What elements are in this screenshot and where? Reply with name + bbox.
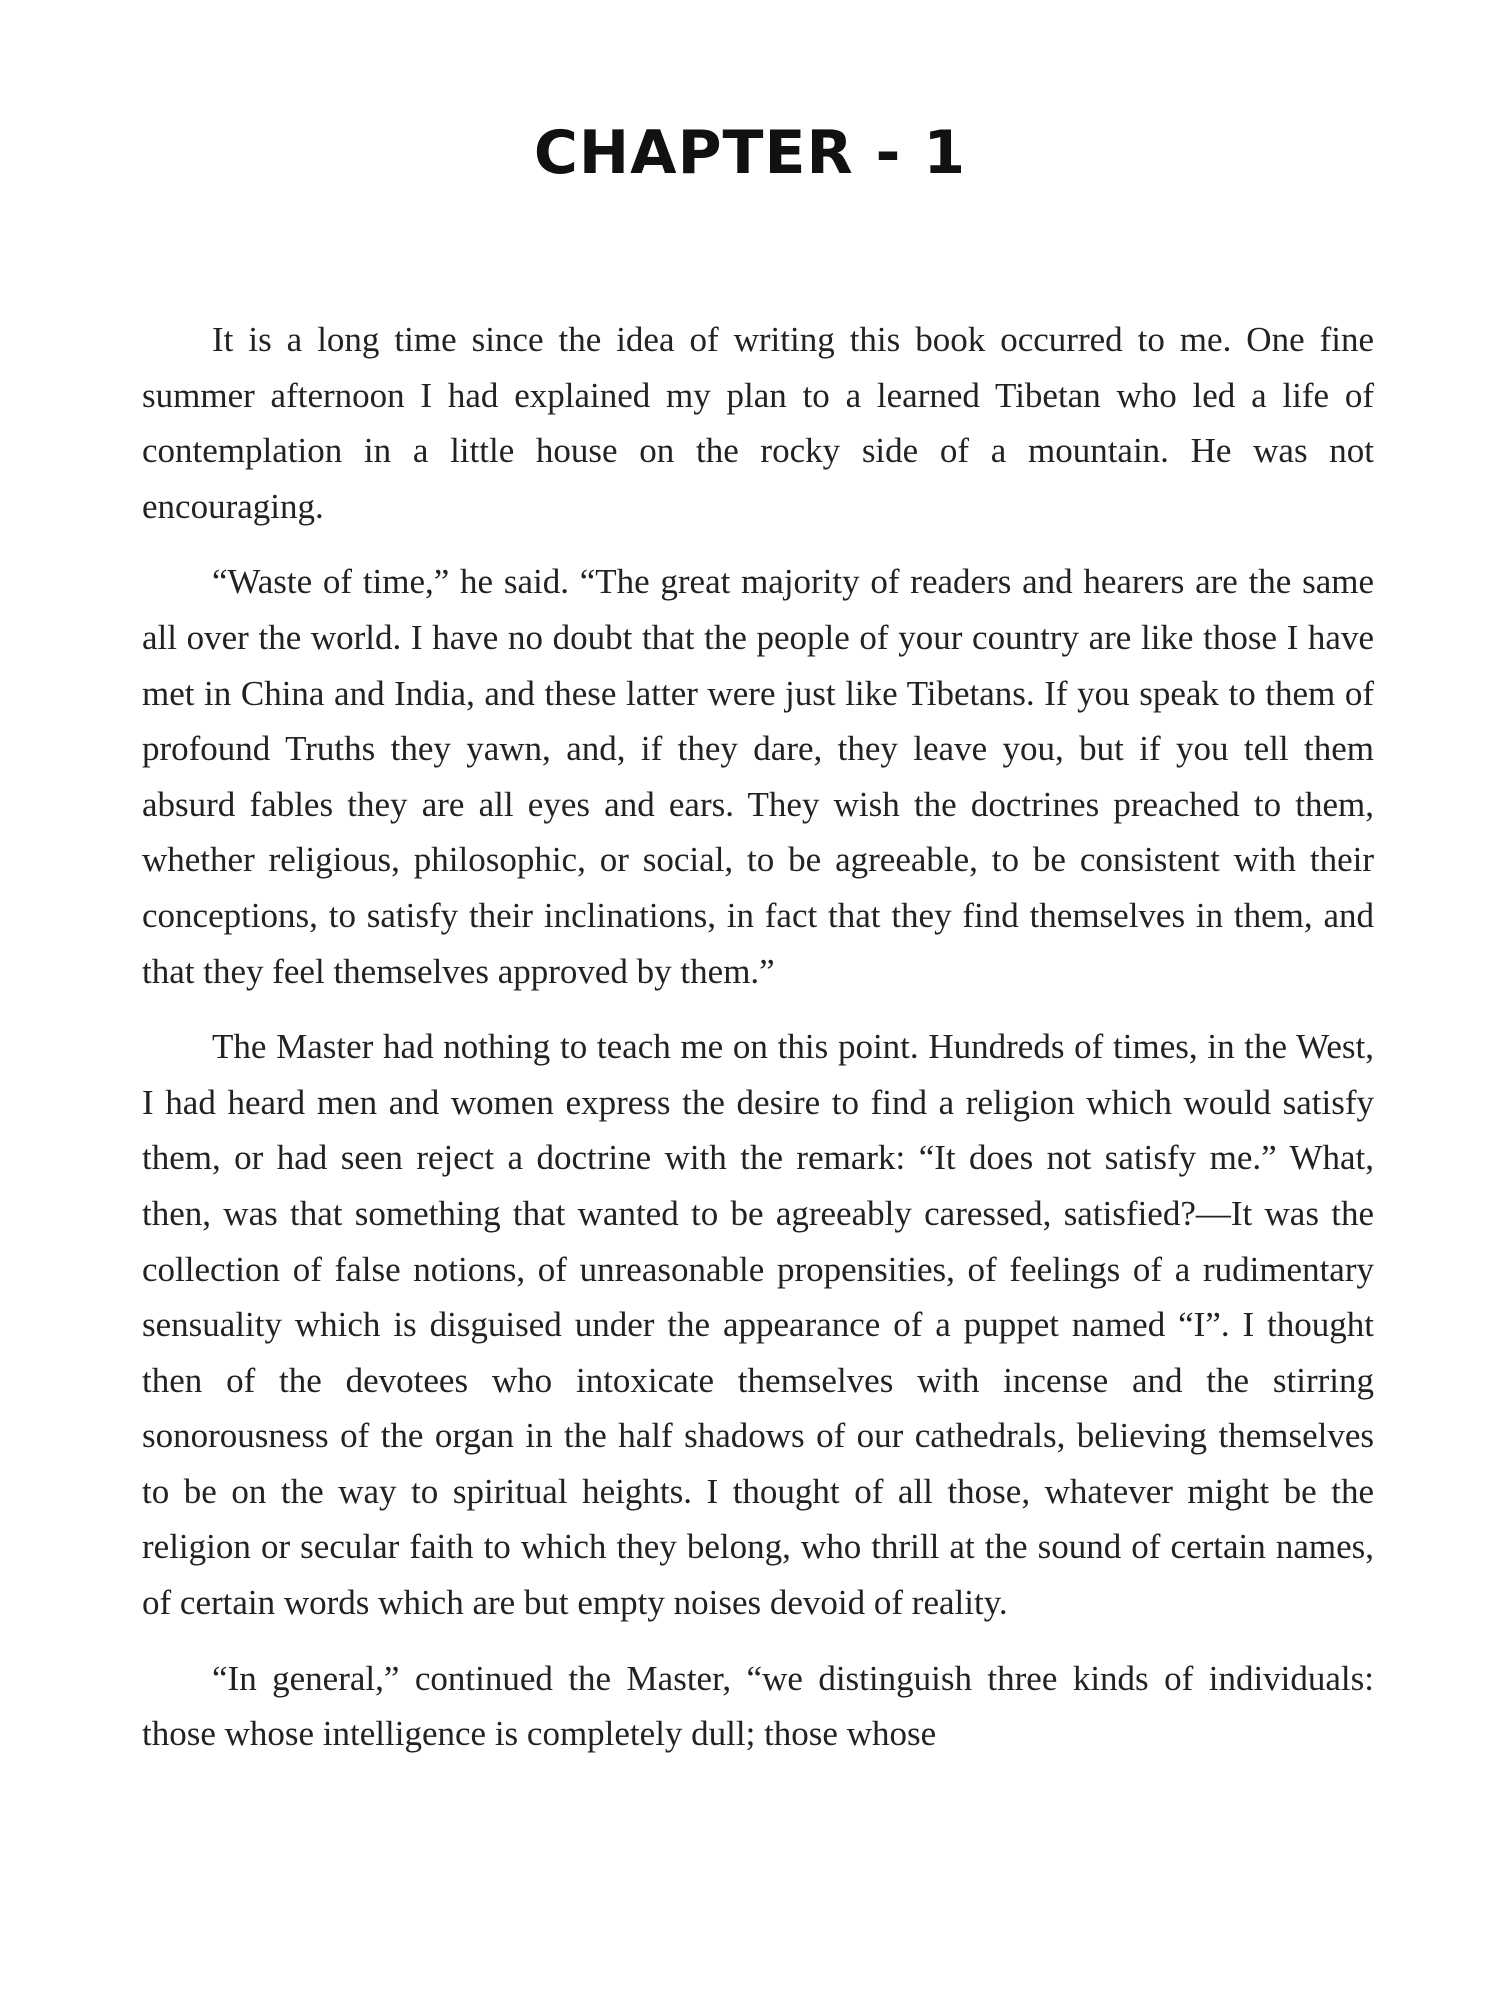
paragraph-1: It is a long time since the idea of writing this book occurred to me. One fine summer afternoon I had explained my plan to a learned Tibetan who led a life of contemplation in a little house on the rocky side of a mountain. He was not encouraging.	[142, 320, 1374, 526]
paragraph-2: “Waste of time,” he said. “The great majority of readers and hearers are the same all over the world. I have no doubt that the people of your country are like those I have met in China and India, and these latter were just like Tibetans. If you speak to them of profound Truths they yawn, and, if they dare, they leave you, but if you tell them absurd fables they are all eyes and ears. They wish the doctrines preached to them, whether religious, philosophic, or social, to be agreeable, to be consistent with their conceptions, to satisfy their inclinations, in fact that they find themselves in them, and that they feel themselves approved by them.”	[142, 562, 1374, 991]
paragraph-4: “In general,” continued the Master, “we distinguish three kinds of individuals: those whose intelligence is completely dull; those whose	[142, 1658, 1374, 1754]
chapter-body	[142, 312, 1374, 1782]
chapter-title: CHAPTER - 1	[533, 118, 967, 188]
paragraph-3: The Master had nothing to teach me on this point. Hundreds of times, in the West, I had heard men and women express the desire to find a religion which would satisfy them, or had seen reject a doctrine with the remark: “It does not satisfy me.” What, then, was that something that wanted to be agreeably caressed, satisfied?—It was the collection of false notions, of unreasonable propensities, of feelings of a rudimentary sensuality which is disguised under the appearance of a puppet named “I”. I thought then of the devotees who intoxicate themselves with incense and the stirring sonorousness of the organ in the half shadows of our cathedrals, believing themselves to be on the way to spiritual heights. I thought of all those, whatever might be the religion or secular faith to which they belong, who thrill at the sound of certain names, of certain words which are but empty noises devoid of reality.	[142, 1027, 1374, 1623]
